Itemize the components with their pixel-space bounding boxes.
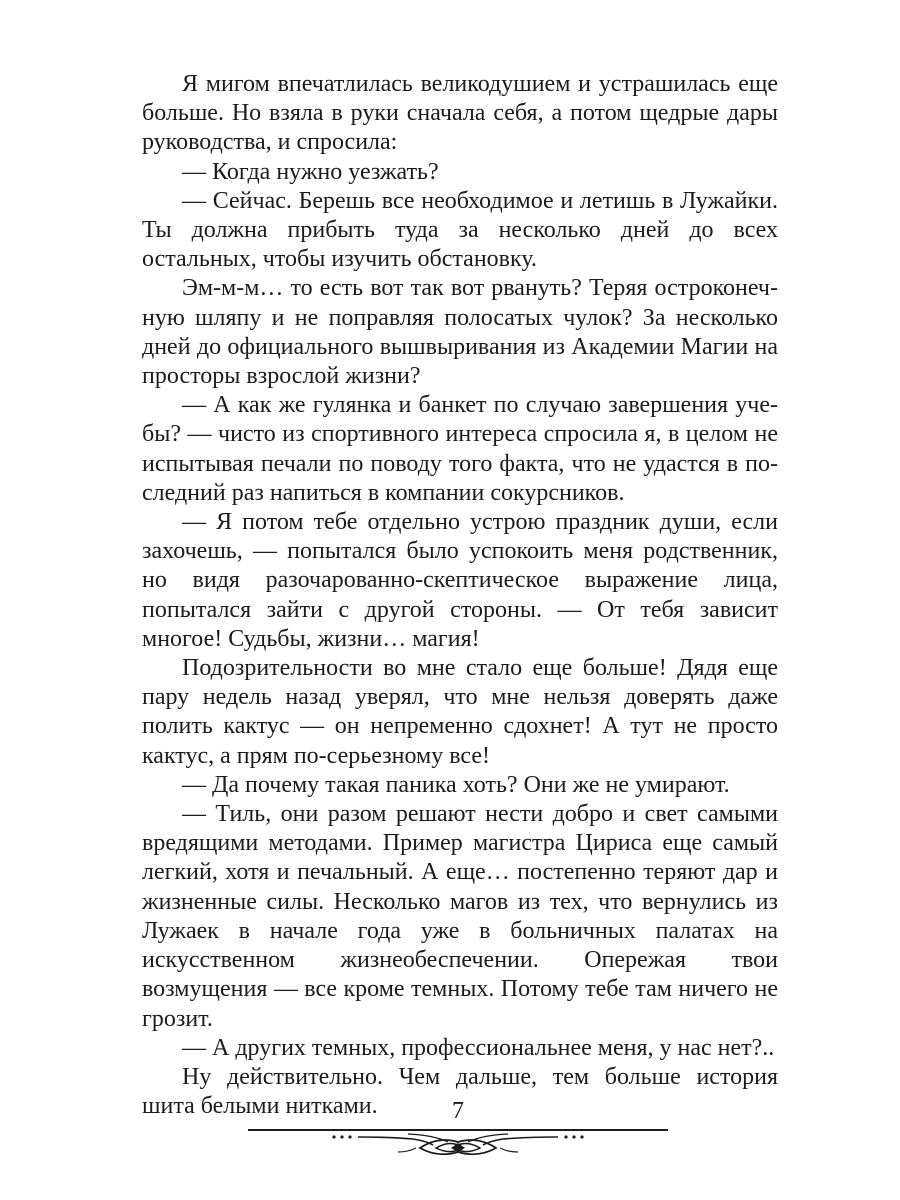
paragraph-5: — А как же гулянка и банкет по случаю завершения учебы? — чисто из спортивного интереса спросила я, в целом не испытывая печали по поводу того факта, что не удастся в последний раз напиться в компании сокурсников. [142,392,778,506]
page-footer [248,1094,668,1164]
paragraph-8: — Да почему такая паника хоть? Они же не умирают. [182,771,730,798]
ornamental-divider-icon [248,1126,668,1160]
paragraph-7: Подозрительности во мне стало еще больше! Дядя еще пару недель назад уверял, что мне нельзя доверять даже полить кактус — он непременно сдохнет! А тут не просто кактус, а прям по-серьезному все! [142,655,778,769]
paragraph-9: — Тиль, они разом решают нести добро и свет самыми вредящими методами. Пример магистра Цириса еще самый легкий, хотя и печальный. А еще… постепенно теряют дар и жизненные силы. Несколько магов из тех, что вернулись из Лужаек в начале года уже в больничных палатах на искусственном жизнеобеспечении. Опережая твои возмущения — все кроме темных. Потому тебе там ничего не грозит. [142,801,778,1032]
page-number: 7 [452,1098,464,1124]
paragraph-1: Я мигом впечатлилась великодушием и устрашилась еще больше. Но взяла в руки сначала себя, а потом щедрые дары руководства, и спросила: [142,71,778,156]
paragraph-4: Эм-м-м… то есть вот так вот рвануть? Теряя остроконечную шляпу и не поправляя полосатых чулок? За несколько дней до официального вышвыривания из Академии Магии на просторы взрослой жизни? [142,275,778,390]
page-body [142,70,778,1121]
paragraph-3: — Сейчас. Берешь все необходимое и летишь в Лужайки. Ты должна прибыть туда за несколько дней до всех остальных, чтобы изучить обстановку. [142,187,778,273]
paragraph-11: Ну действительно. Чем дальше, тем больше история шита белыми нитками. [142,1063,778,1120]
paragraph-10: — А других темных, профессиональнее меня, у нас нет?.. [182,1034,775,1061]
paragraph-2: — Когда нужно уезжать? [182,158,439,185]
paragraph-6: — Я потом тебе отдельно устрою праздник души, если захочешь, — попытался было успокоить меня родственник, но видя разочарованно-скептическое выражение лица, попытался зайти с другой стороны. — От тебя зависит многое! Судьбы, жизни… магия! [142,509,778,652]
